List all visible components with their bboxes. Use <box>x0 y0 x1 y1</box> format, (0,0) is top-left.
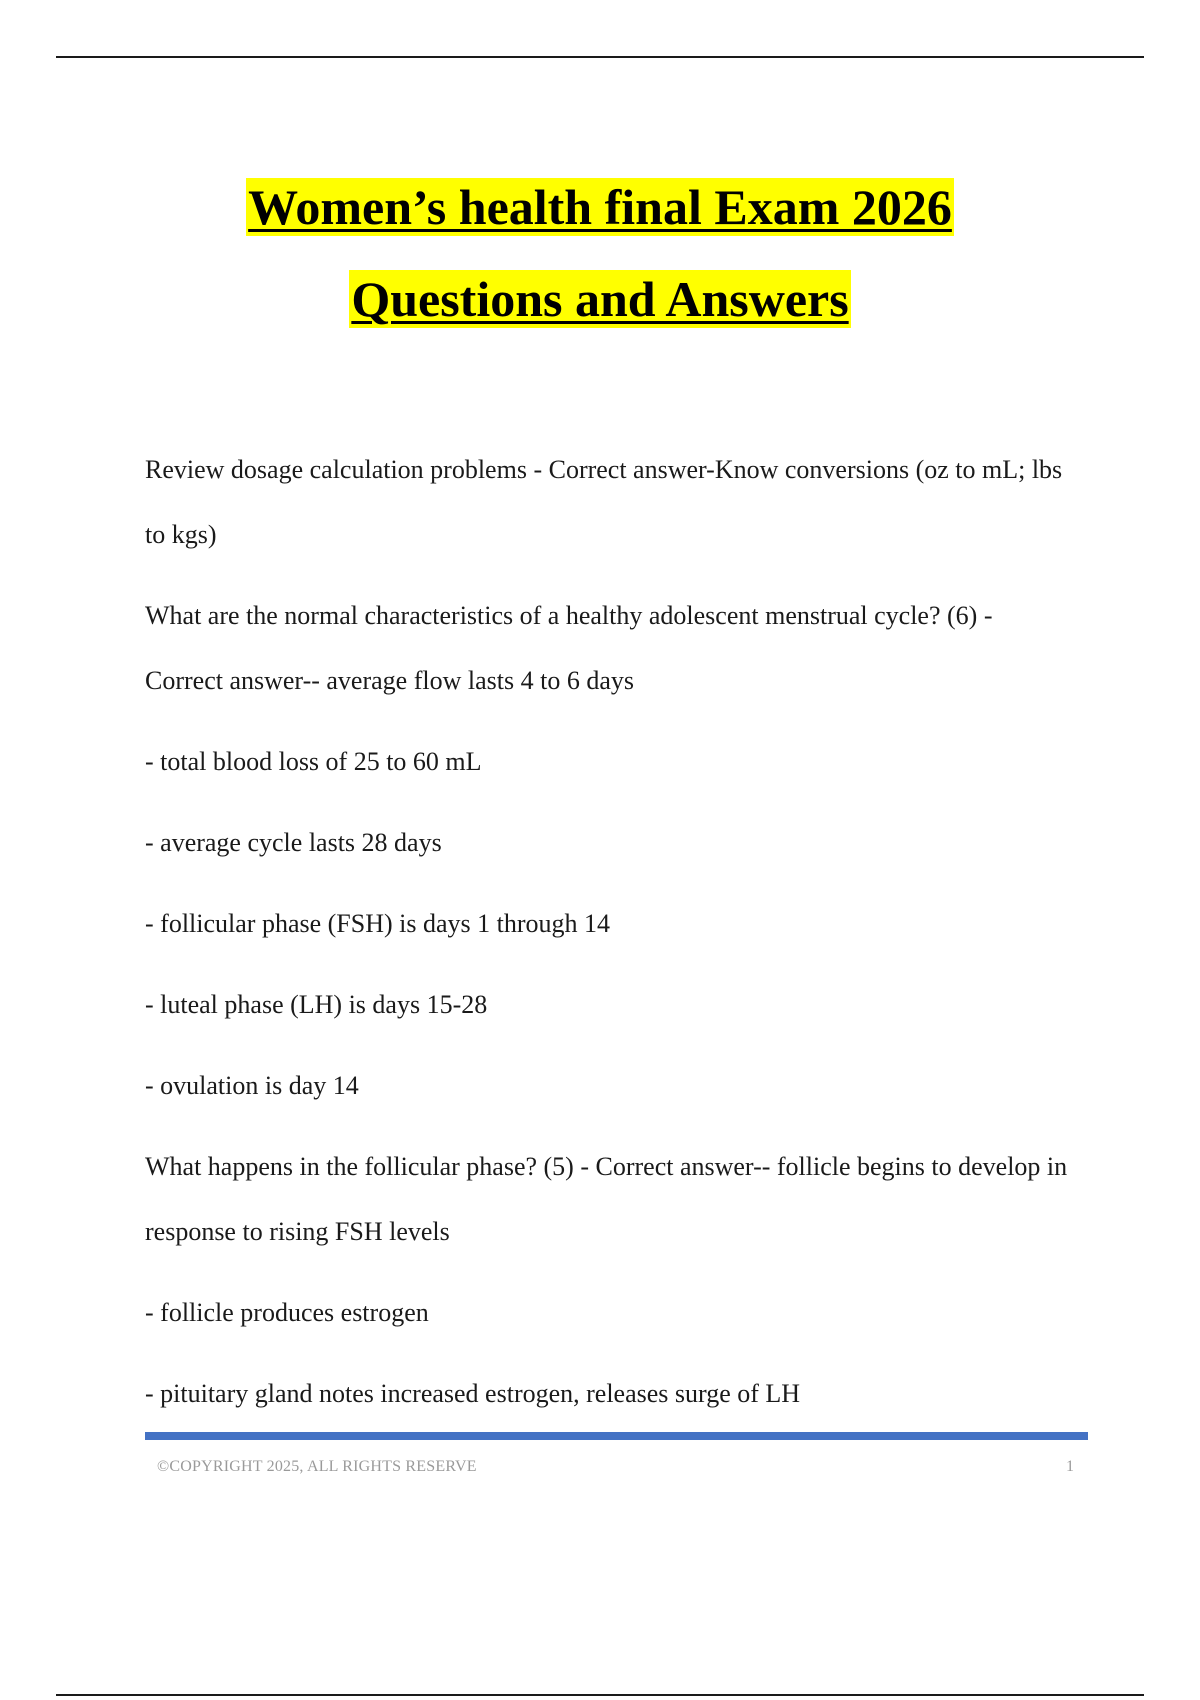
document-title <box>0 178 1200 362</box>
paragraph: - ovulation is day 14 <box>145 1071 359 1100</box>
paragraph: - luteal phase (LH) is days 15-28 <box>145 990 488 1019</box>
top-rule <box>56 56 1144 58</box>
footer-divider <box>145 1432 1088 1440</box>
paragraph: - follicular phase (FSH) is days 1 through 14 <box>145 909 611 938</box>
paragraph: What happens in the follicular phase? (5) - Correct answer-- follicle begins to develop in response to rising FSH levels <box>145 1152 1068 1246</box>
paragraph: - pituitary gland notes increased estrogen, releases surge of LH <box>145 1379 801 1408</box>
document-body <box>145 437 1075 1442</box>
title-line-1: Women’s health final Exam 2026 <box>248 179 952 235</box>
paragraph: - average cycle lasts 28 days <box>145 828 442 857</box>
paragraph: - total blood loss of 25 to 60 mL <box>145 747 482 776</box>
paragraph: What are the normal characteristics of a healthy adolescent menstrual cycle? (6) - Correct answer-- average flow lasts 4 to 6 days <box>145 601 993 695</box>
footer-copyright: ©COPYRIGHT 2025, ALL RIGHTS RESERVE <box>157 1458 477 1475</box>
page-number: 1 <box>1066 1458 1074 1475</box>
bottom-rule <box>56 1694 1144 1696</box>
paragraph: Review dosage calculation problems - Correct answer-Know conversions (oz to mL; lbs to kgs) <box>145 455 1063 549</box>
title-line-2: Questions and Answers <box>351 271 849 327</box>
paragraph: - follicle produces estrogen <box>145 1298 429 1327</box>
